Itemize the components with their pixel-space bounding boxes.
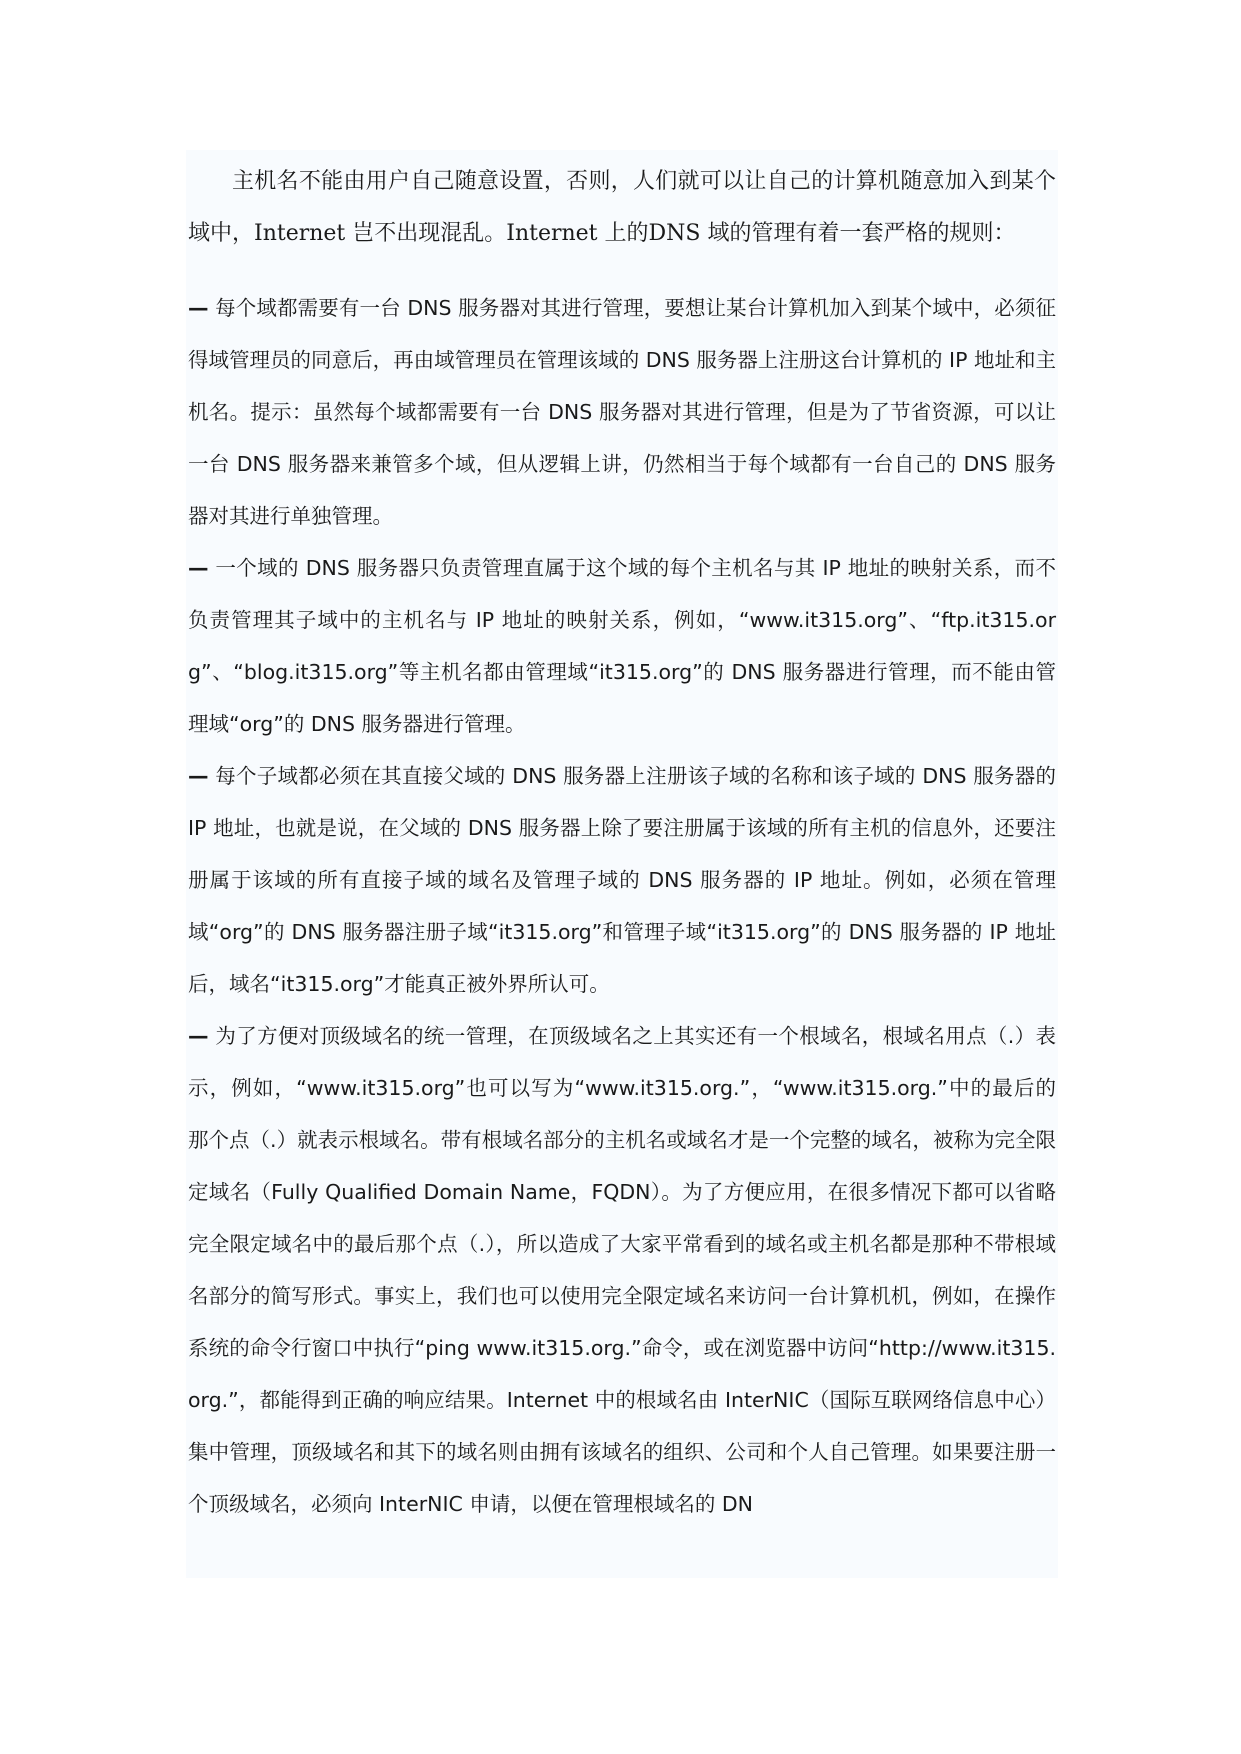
rules-list [188, 282, 1056, 1530]
text-block [186, 150, 1058, 1578]
rule-dash: — [188, 1024, 209, 1048]
rule-text: 每个子域都必须在其直接父域的 DNS 服务器上注册该子域的名称和该子域的 DNS 服务器的 IP 地址，也就是说，在父域的 DNS 服务器上除了要注册属于该域的所有主机的信息外，还要注册属于该域的所有直接子域的域名及管理子域的 DNS 服务器的 IP 地址。例如，必须在管理域“org”的 DNS 服务器注册子域“it315.org”和管理子域“it315.org”的 DNS 服务器的 IP 地址后，域名“it315.org”才能真正被外界所认可。 [188, 764, 1056, 996]
rule-text: 每个域都需要有一台 DNS 服务器对其进行管理，要想让某台计算机加入到某个域中，必须征得域管理员的同意后，再由域管理员在管理该域的 DNS 服务器上注册这台计算机的 IP 地址和主机名。提示：虽然每个域都需要有一台 DNS 服务器对其进行管理，但是为了节省资源，可以让一台 DNS 服务器来兼管多个域，但从逻辑上讲，仍然相当于每个域都有一台自己的 DNS 服务器对其进行单独管理。 [188, 296, 1056, 528]
rule-text: 为了方便对顶级域名的统一管理，在顶级域名之上其实还有一个根域名，根域名用点（.）表示，例如，“www.it315.org”也可以写为“www.it315.org.”，“www.it315.org.”中的最后的那个点（.）就表示根域名。带有根域名部分的主机名或域名才是一个完整的域名，被称为完全限定域名（Fully Qualified Domain Name，FQDN）。为了方便应用，在很多情况下都可以省略完全限定域名中的最后那个点（.），所以造成了大家平常看到的域名或主机名都是那种不带根域名部分的简写形式。事实上，我们也可以使用完全限定域名来访问一台计算机机，例如，在操作系统的命令行窗口中执行“ping www.it315.org.”命令，或在浏览器中访问“http://www.it315.org.”，都能得到正确的响应结果。Internet 中的根域名由 InterNIC（国际互联网络信息中心）集中管理，顶级域名和其下的域名则由拥有该域名的组织、公司和个人自己管理。如果要注册一个顶级域名，必须向 InterNIC 申请，以便在管理根域名的 DN [188, 1024, 1056, 1516]
rule-dash: — [188, 556, 209, 580]
rule-dash: — [188, 296, 209, 320]
rule-item [188, 542, 1056, 750]
rule-item [188, 282, 1056, 542]
rule-dash: — [188, 764, 209, 788]
rule-text: 一个域的 DNS 服务器只负责管理直属于这个域的每个主机名与其 IP 地址的映射关系，而不负责管理其子域中的主机名与 IP 地址的映射关系，例如，“www.it315.org”、“ftp.it315.org”、“blog.it315.org”等主机名都由管理域“it315.org”的 DNS 服务器进行管理，而不能由管理域“org”的 DNS 服务器进行管理。 [188, 556, 1056, 736]
rule-item [188, 1010, 1056, 1530]
intro-paragraph: 主机名不能由用户自己随意设置，否则，人们就可以让自己的计算机随意加入到某个域中，Internet 岂不出现混乱。Internet 上的DNS 域的管理有着一套严格的规则： [188, 169, 1056, 246]
rule-item [188, 750, 1056, 1010]
